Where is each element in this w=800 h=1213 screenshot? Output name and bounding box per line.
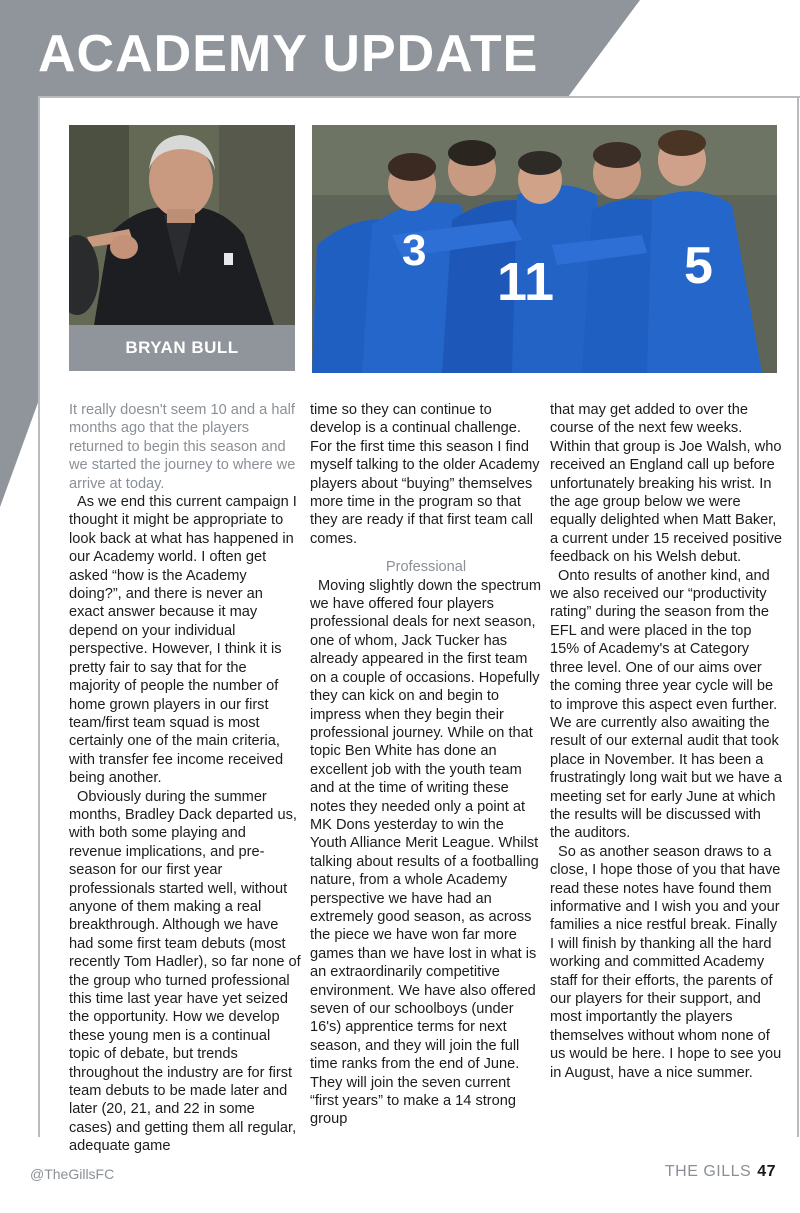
article-column-3 bbox=[550, 401, 782, 1082]
article-paragraph: Obviously during the summer months, Bradley Dack departed us, with both some playing and revenue implications, and pre-season for our first year professionals started well, without anyone of them making a real breakthrough. Although we have had some first team debuts (most recently Tom Hadler), so far none of the group who turned professional this time last year have yet seized the opportunity. How we develop these young men is a continual topic of debate, but trends throughout the industry are for first team debuts to be made later and later (20, 21, and 22 in some cases) and getting them all regular, adequate game bbox=[69, 788, 301, 1155]
left-decorative-wedge bbox=[0, 97, 40, 507]
article-paragraph: that may get added to over the course of the next few weeks. Within that group is Joe Walsh, who received an England call up before unfortunately breaking his wrist. In the age group below we were equally delighted when Matt Baker, a current under 15 received positive feedback on his Welsh debut. bbox=[550, 402, 783, 566]
frame-top-rule bbox=[38, 96, 800, 98]
section-subheading: Professional bbox=[385, 559, 467, 576]
frame-left-rule bbox=[38, 97, 40, 1137]
article-paragraph: time so they can continue to develop is a continual challenge. For the first time this season I find myself talking to the older Academy players about “buying” themselves more time in the program so that they are ready if that first team call comes. bbox=[310, 402, 540, 547]
bryan-bull-photo bbox=[69, 125, 295, 325]
bryan-bull-caption: BRYAN BULL bbox=[69, 325, 295, 371]
article-column-1 bbox=[69, 401, 301, 1156]
twitter-handle: @TheGillsFC bbox=[30, 1166, 115, 1182]
shirt-number-3: 3 bbox=[402, 226, 427, 275]
article-paragraph: As we end this current campaign I thought it might be appropriate to look back at what has happened in our Academy world. I often get asked “how is the Academy doing?”, and there is never an exact answer because it may depend on your individual perspective. However, I think it is pretty fair to say that for the majority of people the number of home grown players in our first team/first team squad is most certainly one of the main criteria, with transfer fee income received being another. bbox=[69, 494, 297, 787]
magazine-name: THE GILLS bbox=[664, 1163, 752, 1180]
page-footer bbox=[665, 1163, 776, 1181]
shirt-number-5: 5 bbox=[684, 237, 713, 295]
article-intro: It really doesn't seem 10 and a half months ago that the players returned to begin this season and we started the journey to where we arrive at today. bbox=[69, 402, 296, 492]
article-paragraph: Moving slightly down the spectrum we have offered four players professional deals for next season, one of whom, Jack Tucker has already appeared in the first team on a couple of occasions. Hopefully they can kick on and begin to impress when they begin their professional journey. While on that topic Ben White has done an excellent job with the youth team and at the time of writing these notes they needed only a point at MK Dons yesterday to win the Youth Alliance Merit League. Whilst talking about results of a footballing nature, from a whole Academy perspective we have had an extremely good season, as across the piece we have won far more games than we have lost in what is an extraordinarily competitive environment. We have also offered seven of our schoolboys (under 16's) apprentice terms for next season, and they will join the full time ranks from the end of June. They will join the seven current “first years” to make a 14 strong group bbox=[310, 577, 542, 1128]
page-number: 47 bbox=[757, 1163, 776, 1180]
team-illustration bbox=[312, 125, 777, 373]
portrait-illustration bbox=[69, 125, 295, 325]
article-paragraph: Onto results of another kind, and we also received our “productivity rating” during the season from the EFL and were placed in the top 15% of Academy's at Category three level. One of our aims over the coming three year cycle will be to improve this aspect even further. We are currently also awaiting the result of our external audit that took place in November. It has been a frustratingly long wait but we have a meeting set for early June at which the results will be discussed with the auditors. bbox=[550, 567, 783, 842]
page-title: ACADEMY UPDATE bbox=[38, 25, 539, 83]
frame-right-rule bbox=[797, 97, 799, 1137]
shirt-number-11: 11 bbox=[497, 252, 555, 312]
team-celebration-photo bbox=[312, 125, 777, 373]
article-column-2 bbox=[310, 401, 542, 1129]
article-paragraph: So as another season draws to a close, I hope those of you that have read these notes have found them informative and I wish you and your families a nice restful break. Finally I will finish by thanking all the hard working and committed Academy staff for their efforts, the parents of our players for their support, and most importantly the players themselves without whom none of us would be here. I hope to see you in August, have a nice summer. bbox=[550, 843, 782, 1081]
